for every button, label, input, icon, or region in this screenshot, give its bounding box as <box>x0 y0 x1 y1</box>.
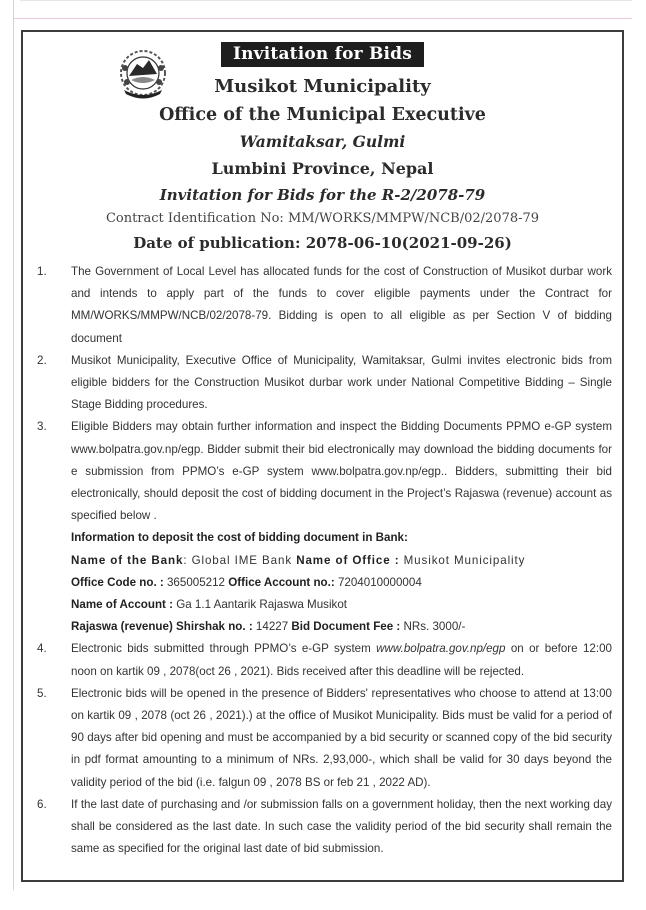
bank-name-value: : Global IME Bank <box>183 553 297 567</box>
account-name-row <box>71 594 612 616</box>
item-number: 3. <box>37 420 47 434</box>
list-item <box>37 261 612 350</box>
bank-name-label: Name of the Bank <box>71 553 184 567</box>
item-text: Musikot Municipality, Executive Office of Municipality, Wamitaksar, Gulmi invites electronic bids from eligible bidders for the Construction Musikot durbar work under National Competitive Bidding – Single Stage Bidding procedures. <box>71 353 612 412</box>
list-item <box>37 638 612 682</box>
province: Lumbini Province, Nepal <box>211 159 434 178</box>
office-name-value: Musikot Municipality <box>399 553 526 567</box>
office-code-label: Office Code no. : <box>71 575 164 589</box>
title-wrap <box>23 42 622 67</box>
item-text-after: on or before 12:00 noon on kartik 09 , 2078(oct 26 , 2021). Bids received after this deadline will be rejected. <box>71 642 612 678</box>
contract-id: Contract Identification No: MM/WORKS/MMPW/NCB/02/2078-79 <box>105 211 540 226</box>
shirshak-value: 14227 <box>252 620 292 634</box>
item-number: 6. <box>37 797 47 811</box>
account-name-value: Ga 1.1 Aantarik Rajaswa Musikot <box>173 598 347 612</box>
location: Wamitaksar, Gulmi <box>239 132 406 151</box>
bank-heading: Information to deposit the cost of bidding document in Bank: <box>71 531 408 545</box>
ifb-title: Invitation for Bids for the R-2/2078-79 <box>159 186 486 204</box>
account-name-label: Name of Account : <box>71 598 173 612</box>
fee-value: NRs. 3000/- <box>400 620 466 634</box>
item-text: Electronic bids will be opened in the presence of Bidders' representatives who choose to attend at 13:00 on kartik 09 , 2078 (oct 26 , 2021).) at the office of Musikot Municipality. Bids must be valid for a period of 90 days after bid opening and must be accompanied by a bid security or scanned copy of the bid security in pdf format amounting to a minimum of NRs. 2,93,000-, which shall be valid for 30 days beyond the validity period of the bid (i.e. falgun 09 , 2078 BS or feb 21 , 2022 AD). <box>71 686 612 789</box>
item-number: 5. <box>37 686 47 700</box>
list-item <box>37 416 612 527</box>
page-margin-line-horizontal <box>13 18 632 19</box>
invitation-badge: Invitation for Bids <box>221 42 424 67</box>
publication-date: Date of publication: 2078-06-10(2021-09-26) <box>133 234 512 252</box>
list-item <box>37 683 612 794</box>
list-item <box>37 350 612 417</box>
office-name: Office of the Municipal Executive <box>159 105 486 125</box>
page-margin-line-vertical <box>13 0 14 890</box>
notice-box <box>21 30 624 882</box>
municipality-name: Musikot Municipality <box>214 76 431 97</box>
item-number: 1. <box>37 265 47 278</box>
item-number: 2. <box>37 353 47 367</box>
office-code-row <box>71 572 612 594</box>
egp-link[interactable]: www.bolpatra.gov.np/egp <box>376 642 506 656</box>
item-text: If the last date of purchasing and /or submission falls on a government holiday, then the next working day shall be considered as the last date. In such case the validity period of the bid security shall remain the same as specified for the original last date of bid submission. <box>71 797 612 856</box>
office-account-value: 7204010000004 <box>334 575 422 589</box>
office-name-label: Name of Office : <box>296 553 400 567</box>
fee-label: Bid Document Fee : <box>291 620 401 634</box>
list-item <box>37 794 612 861</box>
page-top-rule <box>20 0 632 1</box>
notice-items <box>37 261 612 860</box>
item-text: Eligible Bidders may obtain further information and inspect the Bidding Documents PPMO e-GP system www.bolpatra.gov.np/egp. Bidder submit their bid electronically may download the bidding documents for e submission from PPMO’s e-GP system www.bolpatra.gov.np/egp.. Bidders, submitting their bid electronically, should deposit the cost of bidding document in the Project’s Rajaswa (revenue) account as specified below . <box>71 420 612 523</box>
office-account-label: Office Account no.: <box>228 575 335 589</box>
item-text-before: Electronic bids submitted through PPMO’s e-GP system <box>71 642 377 656</box>
item-number: 4. <box>37 642 47 656</box>
shirshak-label: Rajaswa (revenue) Shirshak no. : <box>71 620 253 634</box>
office-code-value: 365005212 <box>163 575 229 589</box>
item-text: The Government of Local Level has allocated funds for the cost of Construction of Musikot durbar work and intends to apply part of the funds to cover eligible payments under the Contract for MM/WORKS/MMPW/NCB/02/2078-79. Bidding is open to all eligible as per Section V of bidding document <box>71 265 612 345</box>
shirshak-row <box>71 616 612 638</box>
bank-info <box>37 527 612 638</box>
bank-name-row <box>71 550 612 572</box>
